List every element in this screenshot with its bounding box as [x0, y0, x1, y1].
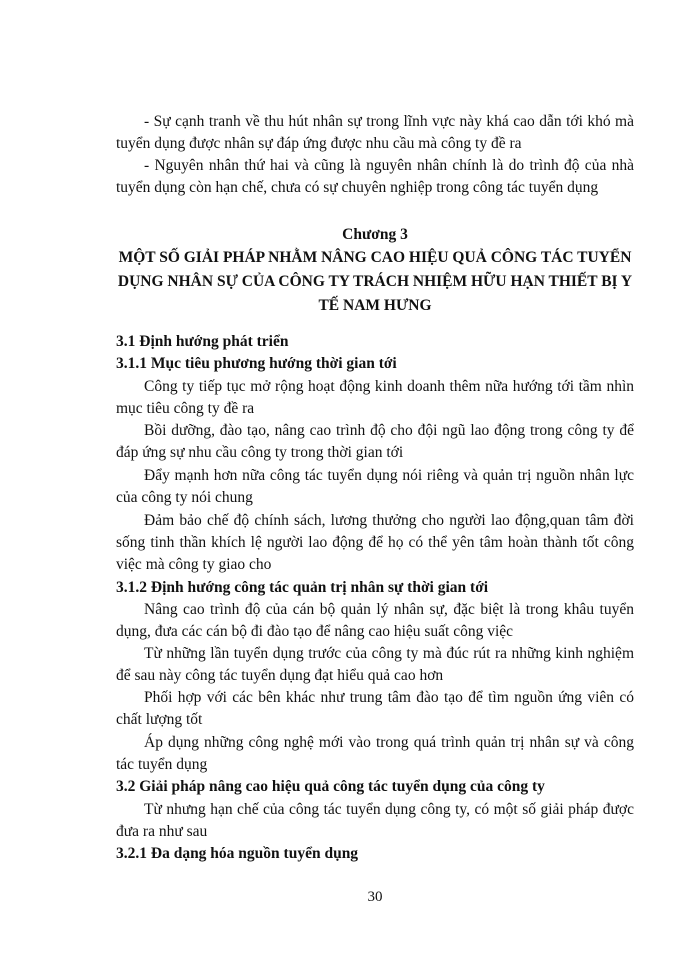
- chapter-number: Chương 3: [342, 226, 408, 243]
- heading-3-1-1: 3.1.1 Mục tiêu phương hướng thời gian tới: [116, 355, 397, 372]
- paragraph-3-1-2-c: Phối hợp với các bên khác như trung tâm đào tạo để tìm nguồn ứng viên có chất lượng tốt: [116, 689, 634, 728]
- paragraph-3-1-2-a: Nâng cao trình độ của cán bộ quản lý nhân sự, đặc biệt là trong khâu tuyển dụng, đưa các cán bộ đi đào tạo để nâng cao hiệu suất công việc: [116, 601, 634, 640]
- chapter-title-line-1: MỘT SỐ GIẢI PHÁP NHẰM NÂNG CAO HIỆU QUẢ CÔNG TÁC TUYỂN: [118, 249, 632, 266]
- paragraph-3-1-1-d: Đảm bảo chế độ chính sách, lương thưởng cho người lao động,quan tâm đời sống tinh thần khích lệ người lao động để họ có thể yên tâm hoàn thành tốt công việc mà công ty giao cho: [116, 512, 634, 573]
- heading-3-2: 3.2 Giải pháp nâng cao hiệu quả công tác tuyển dụng của công ty: [116, 778, 545, 795]
- paragraph-3-1-1-a: Công ty tiếp tục mở rộng hoạt động kinh doanh thêm nữa hướng tới tầm nhìn mục tiêu công ty đề ra: [116, 378, 634, 417]
- paragraph-3-1-2-d: Áp dụng những công nghệ mới vào trong quá trình quản trị nhân sự và công tác tuyển dụng: [116, 734, 634, 773]
- paragraph-competition: - Sự cạnh tranh về thu hút nhân sự trong lĩnh vực này khá cao dẫn tới khó mà tuyển dụng được nhân sự đáp ứng được nhu cầu mà công ty đề ra: [116, 113, 634, 152]
- paragraph-3-1-1-c: Đẩy mạnh hơn nữa công tác tuyển dụng nói riêng và quản trị nguồn nhân lực của công ty nói chung: [116, 467, 634, 506]
- heading-3-1: 3.1 Định hướng phát triển: [116, 333, 289, 350]
- paragraph-3-1-2-b: Từ những lần tuyển dụng trước của công ty mà đúc rút ra những kinh nghiệm để sau này công tác tuyển dụng đạt hiểu quả cao hơn: [116, 645, 634, 684]
- paragraph-3-2-a: Từ nhưng hạn chế của công tác tuyển dụng công ty, có một số giải pháp được đưa ra như sau: [116, 801, 634, 840]
- heading-3-1-2: 3.1.2 Định hướng công tác quản trị nhân sự thời gian tới: [116, 579, 489, 596]
- chapter-title-line-3: TẾ NAM HƯNG: [318, 297, 432, 314]
- page-number: 30: [367, 889, 383, 905]
- chapter-title-line-2: DỤNG NHÂN SỰ CỦA CÔNG TY TRÁCH NHIỆM HỮU HẠN THIẾT BỊ Y: [117, 273, 633, 290]
- heading-3-2-1: 3.2.1 Đa dạng hóa nguồn tuyển dụng: [116, 845, 359, 862]
- paragraph-second-reason: - Nguyên nhân thứ hai và cũng là nguyên nhân chính là do trình độ của nhà tuyển dụng còn hạn chế, chưa có sự chuyên nghiệp trong công tác tuyển dụng: [116, 157, 634, 196]
- paragraph-3-1-1-b: Bồi dưỡng, đào tạo, nâng cao trình độ cho đội ngũ lao động trong công ty để đáp ứng sự nhu cầu công ty trong thời gian tới: [116, 422, 634, 461]
